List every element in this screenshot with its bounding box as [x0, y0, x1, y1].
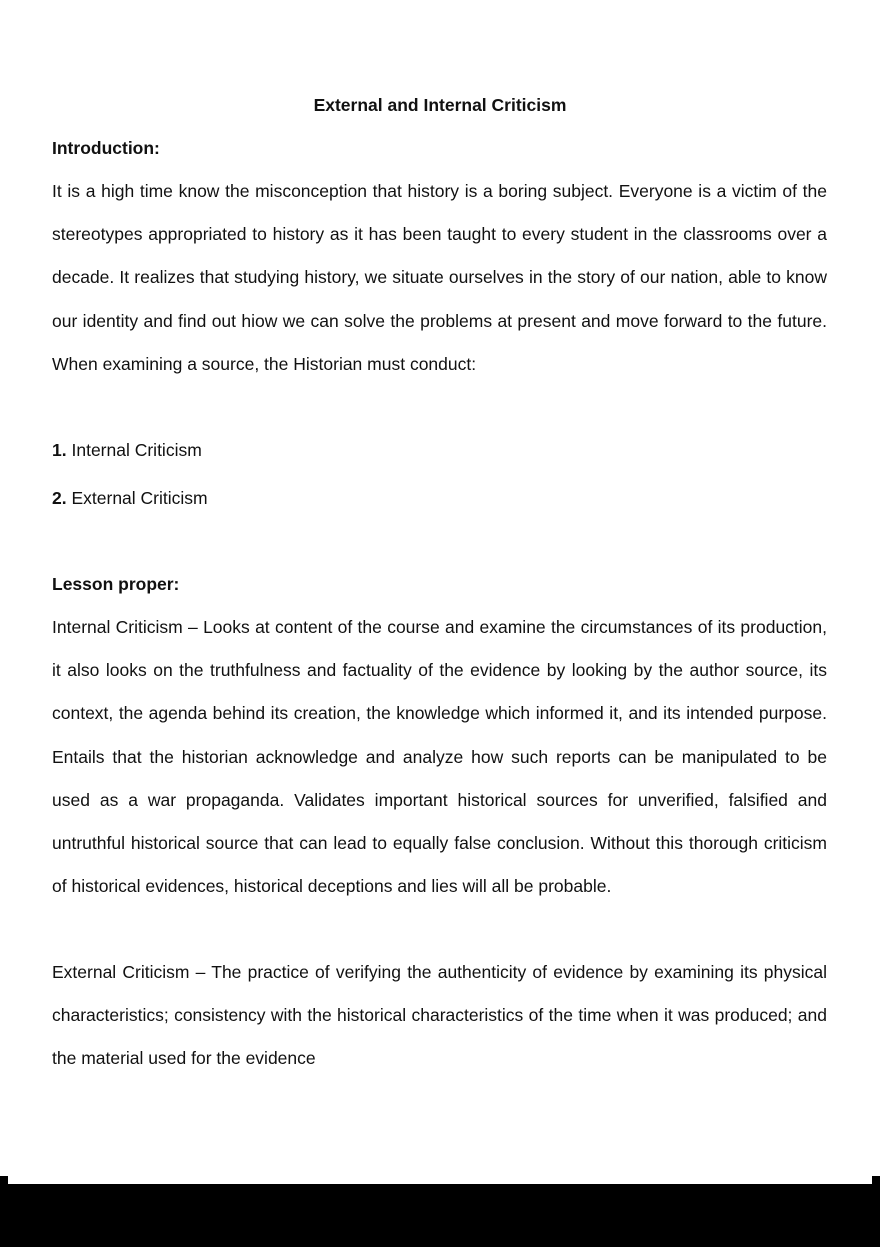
list-number: 1. — [52, 440, 67, 460]
introduction-paragraph: It is a high time know the misconception that history is a boring subject. Everyone is a victim of the stereotypes appropriated to history as it has been taught to every student in the classrooms over a decade. It realizes that studying history, we situate ourselves in the story of our nation, able to know our identity and find out hiow we can solve the problems at present and move forward to the future. When examining a source, the Historian must conduct: — [52, 181, 827, 374]
introduction-heading: Introduction: — [52, 138, 160, 158]
list-label: Internal Criticism — [71, 440, 202, 460]
bottom-black-band — [0, 1184, 880, 1247]
list-item-internal — [52, 439, 202, 461]
list-number: 2. — [52, 488, 67, 508]
page-edge-left — [0, 1176, 8, 1184]
internal-criticism-paragraph: Internal Criticism – Looks at content of the course and examine the circumstances of its production, it also looks on the truthfulness and factuality of the evidence by looking by the author source, its context, the agenda behind its creation, the knowledge which informed it, and its intended purpose. Entails that the historian acknowledge and analyze how such reports can be manipulated to be used as a war propaganda. Validates important historical sources for unverified, falsified and untruthful historical source that can lead to equally false conclusion. Without this thorough criticism of historical evidences, historical deceptions and lies will all be probable. — [52, 617, 827, 897]
lesson-proper-heading: Lesson proper: — [52, 574, 180, 594]
page-edge-right — [872, 1176, 880, 1184]
list-item-external — [52, 487, 208, 509]
external-criticism-paragraph: External Criticism – The practice of verifying the authenticity of evidence by examining its physical characteristics; consistency with the historical characteristics of the time when it was produced; and the material used for the evidence — [52, 962, 827, 1069]
list-label: External Criticism — [71, 488, 208, 508]
document-title: External and Internal Criticism — [313, 95, 567, 115]
